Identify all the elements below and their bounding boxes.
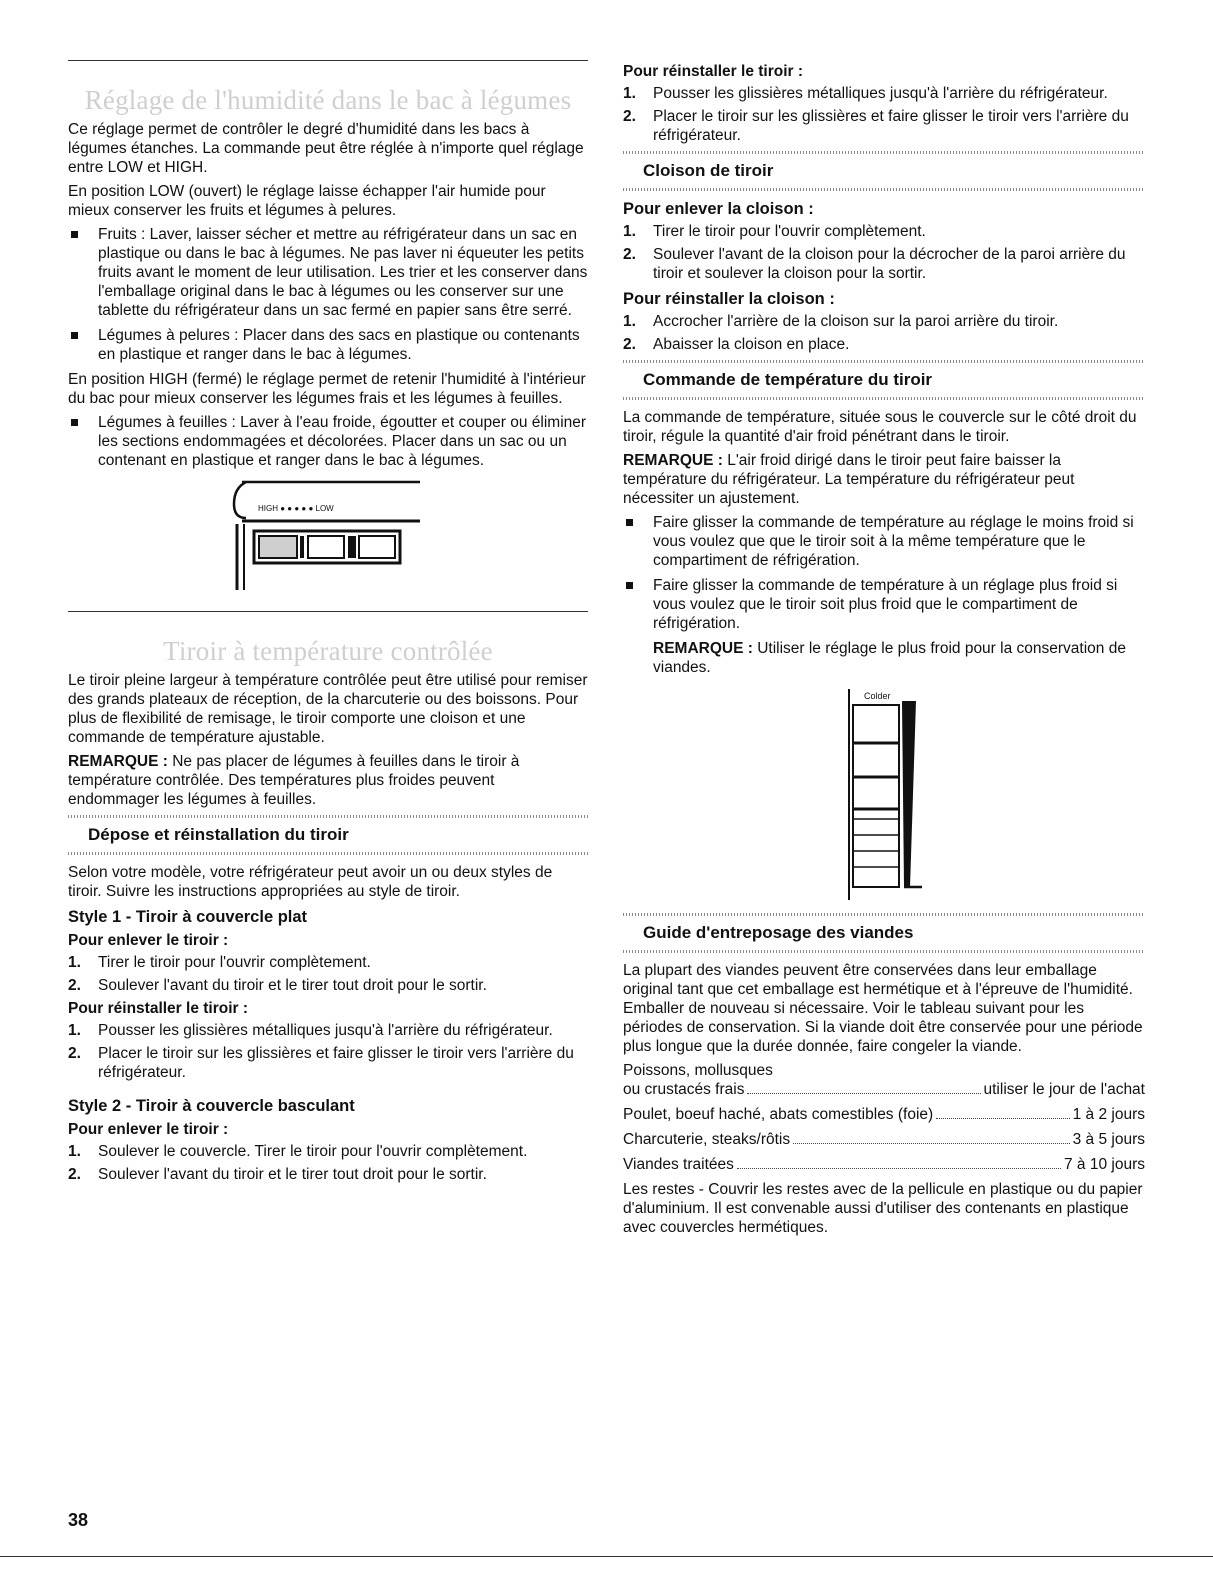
divider-install-steps [623,312,1145,354]
colder-label: Colder [864,691,891,701]
temp-control-intro: La commande de température, située sous le couvercle sur le côté droit du tiroir, régule la quantité d'air froid pénétrant dans le tiroir. [623,409,1137,445]
list-item: 2. Soulever l'avant du tiroir et le tirer tout droit pour le sortir. [68,1166,487,1183]
note-label: REMARQUE : [68,753,168,770]
table-row: Charcuterie, steaks/rôtis 3 à 5 jours [623,1131,1145,1148]
list-item: Faire glisser la commande de température au réglage le moins froid si vous voulez que que le tiroir soit à la même température que le compartiment de réfrigération. [623,513,1145,570]
note-label: REMARQUE : [653,640,753,657]
meat-guide-intro: La plupart des viandes peuvent être conservées dans leur emballage original tant que cet emballage est hermétique et à l'épreuve de l'humidité. Emballer de nouveau si nécessaire. Voir le tableau suivant pour les périodes de conservation. Si la viande doit être conservée pour une période plus longue que la durée donnée, faire congeler la viande. [623,962,1143,1055]
reinstall-steps [623,84,1145,145]
list-item: 1. Tirer le tiroir pour l'ouvrir complètement. [68,954,371,971]
divider-remove-title: Pour enlever la cloison : [623,200,814,218]
temp-control-subhead: Commande de température du tiroir [623,360,1145,400]
high-setting-list [68,413,588,470]
list-item: 1. Accrocher l'arrière de la cloison sur la paroi arrière du tiroir. [623,313,1059,330]
drawer-note [68,752,588,809]
list-item: Légumes à feuilles : Laver à l'eau froide, égoutter et couper ou éliminer les sections endommagées et décolorées. Placer dans un sac ou un contenant en plastique et ranger dans le bac à légumes. [68,413,588,470]
temp-control-note [623,451,1145,508]
style1-install-steps [68,1021,588,1082]
style1-title: Style 1 - Tiroir à couvercle plat [68,908,308,926]
list-item: 2. Placer le tiroir sur les glissières et faire glisser le tiroir vers l'arrière du réfrigérateur. [623,108,1129,144]
note-text: Utiliser le réglage le plus froid pour la conservation de viandes. [653,640,1126,676]
temperature-control-illustration [824,685,944,905]
list-item: Légumes à pelures : Placer dans des sacs en plastique ou contenants en plastique et ranger dans le bac à légumes. [68,326,588,364]
left-column [68,60,588,1188]
divider-subhead: Cloison de tiroir [623,151,1145,191]
style1-remove-title: Pour enlever le tiroir : [68,932,229,949]
note-text: Ne pas placer de légumes à feuilles dans le tiroir à température contrôlée. Des températures plus froides peuvent endommager les légumes à feuilles. [68,753,520,808]
table-row: Viandes traitées 7 à 10 jours [623,1156,1145,1173]
style2-remove-title: Pour enlever le tiroir : [68,1121,229,1138]
temp-control-subnote [623,639,1145,677]
humidity-section-title: Réglage de l'humidité dans le bac à légumes [68,60,588,115]
temp-control-list [623,513,1145,633]
style1-install-title: Pour réinstaller le tiroir : [68,1000,249,1017]
divider-remove-steps [623,222,1145,283]
list-item: Faire glisser la commande de température à un réglage plus froid si vous voulez que le tiroir soit plus froid que le compartiment de réfrigération. [623,576,1145,633]
divider-install-title: Pour réinstaller la cloison : [623,290,835,308]
style2-remove-steps [68,1142,588,1184]
list-item: 1. Tirer le tiroir pour l'ouvrir complètement. [623,223,926,240]
list-item: 2. Abaisser la cloison en place. [623,336,850,353]
humidity-scale-label: HIGH ● ● ● ● ● LOW [258,504,334,513]
style1-remove-steps [68,953,588,995]
list-item: 1. Pousser les glissières métalliques jusqu'à l'arrière du réfrigérateur. [623,85,1108,102]
page-number: 38 [68,1510,89,1530]
drawer-section-title: Tiroir à température contrôlée [68,611,588,666]
reinstall-title: Pour réinstaller le tiroir : [623,63,804,80]
low-setting-list [68,225,588,364]
drawer-removal-intro: Selon votre modèle, votre réfrigérateur peut avoir un ou deux styles de tiroir. Suivre les instructions appropriées au style de tiroir. [68,864,553,900]
meat-guide-subhead: Guide d'entreposage des viandes [623,913,1145,953]
meat-guide-table [623,1080,1145,1174]
right-column [623,60,1145,1242]
list-item: 2. Placer le tiroir sur les glissières et faire glisser le tiroir vers l'arrière du réfrigérateur. [68,1045,574,1081]
leftovers-paragraph: Les restes - Couvrir les restes avec de la pellicule en plastique ou du papier d'aluminium. Il est convenable aussi d'utiliser des contenants en plastique avec couvercles hermétiques. [623,1181,1143,1236]
list-item: 1. Soulever le couvercle. Tirer le tiroir pour l'ouvrir complètement. [68,1143,528,1160]
humidity-high-paragraph: En position HIGH (fermé) le réglage permet de retenir l'humidité à l'intérieur du bac pour mieux conserver les légumes frais et les légumes à feuilles. [68,371,586,407]
table-row: Poulet, boeuf haché, abats comestibles (foie) 1 à 2 jours [623,1106,1145,1123]
list-item: 2. Soulever l'avant du tiroir et le tirer tout droit pour le sortir. [68,977,487,994]
style2-title: Style 2 - Tiroir à couvercle basculant [68,1097,355,1115]
drawer-removal-subhead: Dépose et réinstallation du tiroir [68,815,588,855]
humidity-intro: Ce réglage permet de contrôler le degré d'humidité dans les bacs à légumes étanches. La commande peut être réglée à n'importe quel réglage entre LOW et HIGH. [68,121,584,176]
drawer-intro: Le tiroir pleine largeur à température contrôlée peut être utilisé pour remiser des grands plateaux de réception, de la charcuterie ou des boissons. Pour plus de flexibilité de remisage, le tiroir comporte une cloison et une commande de température ajustable. [68,672,588,746]
table-row: ou crustacés frais utiliser le jour de l'achat [623,1081,1145,1098]
humidity-low-paragraph: En position LOW (ouvert) le réglage laisse échapper l'air humide pour mieux conserver les fruits et légumes à pelures. [68,183,546,219]
fish-label-line1: Poissons, mollusques [623,1062,773,1079]
list-item: 2. Soulever l'avant de la cloison pour la décrocher de la paroi arrière du tiroir et soulever la cloison pour la sortir. [623,246,1126,282]
list-item: 1. Pousser les glissières métalliques jusqu'à l'arrière du réfrigérateur. [68,1022,553,1039]
note-text: L'air froid dirigé dans le tiroir peut faire baisser la température du réfrigérateur. La température du réfrigérateur peut nécessiter un ajustement. [623,452,1075,507]
note-label: REMARQUE : [623,452,723,469]
footer-rule [0,1556,1213,1557]
list-item: Fruits : Laver, laisser sécher et mettre au réfrigérateur dans un sac en plastique ou dans le bac à légumes. Ne pas laver ni équeuter les petits fruits avant le moment de leur utilisation. Les trier et les conserver dans l'emballage original dans le bac à légumes ou les conserver sur une tablette du réfrigérateur dans un sac fermé en papier sans être serré. [68,225,588,320]
humidity-control-illustration [228,478,428,603]
